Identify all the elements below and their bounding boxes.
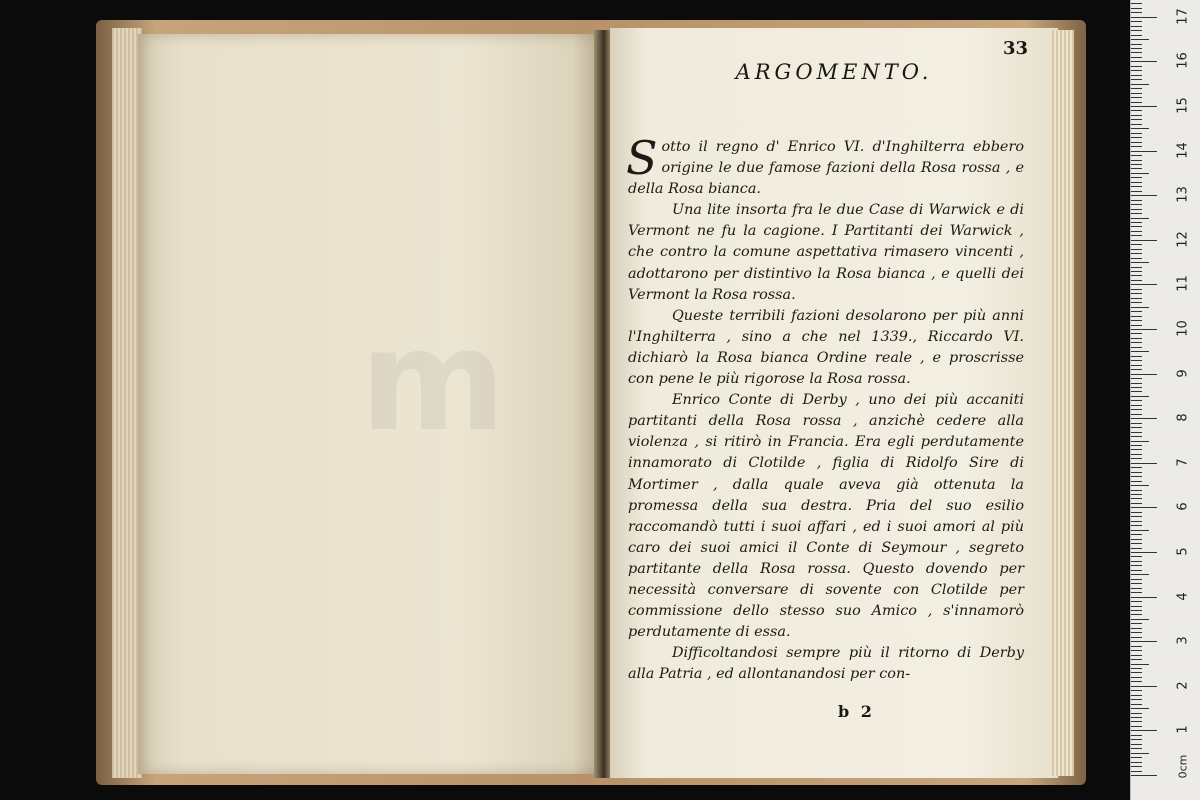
ruler-tick xyxy=(1131,739,1142,740)
ruler-tick xyxy=(1131,186,1142,187)
ruler-tick xyxy=(1131,173,1149,174)
ruler-tick xyxy=(1131,110,1142,111)
ruler-tick xyxy=(1131,561,1142,562)
ruler-number: 8 xyxy=(1175,413,1191,422)
ruler-tick xyxy=(1131,155,1142,156)
ruler-tick xyxy=(1131,66,1142,67)
ruler-tick xyxy=(1131,289,1142,290)
ruler-number: 7 xyxy=(1175,458,1191,467)
paragraph-1: Sotto il regno d' Enrico VI. d'Inghilterra ebbero origine le due famose fazioni della Rosa rossa , e della Rosa bianca. xyxy=(626,131,1024,198)
ruler-tick xyxy=(1131,494,1142,495)
ruler-tick xyxy=(1131,119,1142,120)
ruler-tick xyxy=(1131,311,1142,312)
ruler-tick xyxy=(1131,75,1142,76)
ruler-tick xyxy=(1131,766,1142,767)
ruler-tick xyxy=(1131,534,1142,535)
ruler-tick xyxy=(1131,124,1142,125)
ruler-tick xyxy=(1131,552,1157,553)
ruler-tick xyxy=(1131,191,1142,192)
ruler-tick xyxy=(1131,441,1149,442)
ruler-tick xyxy=(1131,472,1142,473)
ruler-number: 11 xyxy=(1175,275,1191,293)
ruler-tick xyxy=(1131,26,1142,27)
right-page-edges xyxy=(1052,30,1074,776)
ruler-tick xyxy=(1131,628,1142,629)
ruler-tick xyxy=(1131,650,1142,651)
ruler-tick xyxy=(1131,8,1142,9)
ruler-tick xyxy=(1131,503,1142,504)
ruler-tick xyxy=(1131,378,1142,379)
ruler-tick xyxy=(1131,302,1142,303)
ruler-tick xyxy=(1131,338,1142,339)
ruler-tick xyxy=(1131,17,1157,18)
ruler-tick xyxy=(1131,686,1157,687)
ruler-tick xyxy=(1131,730,1157,731)
ruler-tick xyxy=(1131,383,1142,384)
ruler-tick xyxy=(1131,329,1157,330)
ruler-tick xyxy=(1131,204,1142,205)
ruler-tick xyxy=(1131,365,1142,366)
ruler-tick xyxy=(1131,142,1142,143)
ruler-tick xyxy=(1131,61,1157,62)
page-heading: ARGOMENTO. xyxy=(735,60,933,84)
ruler-tick xyxy=(1131,267,1142,268)
ruler-tick xyxy=(1131,347,1142,348)
ruler-tick xyxy=(1131,106,1157,107)
ruler-tick xyxy=(1131,360,1142,361)
ruler-tick xyxy=(1131,52,1142,53)
ruler-tick xyxy=(1131,231,1142,232)
paragraph-3: Queste terribili fazioni desolarono per più anni l'Inghilterra , sino a che nel 1339., Riccardo VI. dichiarò la Rosa bianca Ordine reale , e proscrisse con pene le più rigorose la Rosa rossa. xyxy=(628,307,1024,388)
ruler-tick xyxy=(1131,597,1157,598)
ruler-tick xyxy=(1131,614,1142,615)
paragraph-4: Enrico Conte di Derby , uno dei più accaniti partitanti della Rosa rossa , anzichè cedere alla violenza , si ritirò in Francia. Era egli perdutamente innamorato di Clotilde , figlia di Ridolfo Sire di Mortimer , dalla quale aveva già ottenuta la promessa della sua destra. Pria del suo esilio raccomandò tutti i suoi affari , ed i suoi amori al più caro dei suoi amici il Conte di Seymour , segreto partitante della Rosa rossa. Questo dovendo per necessità conversare di sovente con Clotilde per commissione dello stesso suo Amico , s'innamorò perdutamente di essa. xyxy=(628,392,1024,641)
ruler-tick xyxy=(1131,690,1142,691)
ruler-tick xyxy=(1131,84,1149,85)
ruler-tick xyxy=(1131,369,1142,370)
ruler-tick xyxy=(1131,498,1142,499)
ruler-number: 15 xyxy=(1175,97,1191,114)
ruler-tick xyxy=(1131,39,1149,40)
ruler-tick xyxy=(1131,681,1142,682)
ruler-number: 10 xyxy=(1175,320,1191,337)
ruler-tick xyxy=(1131,753,1149,754)
ruler-tick xyxy=(1131,218,1149,219)
ruler-tick xyxy=(1131,735,1142,736)
ruler-tick xyxy=(1131,97,1142,98)
ruler-tick xyxy=(1131,579,1142,580)
ruler-tick xyxy=(1131,57,1142,58)
ruler-tick xyxy=(1131,160,1142,161)
ruler-tick xyxy=(1131,293,1142,294)
ruler-tick xyxy=(1131,677,1142,678)
ruler-tick xyxy=(1131,325,1142,326)
ruler-tick xyxy=(1131,507,1157,508)
ruler-tick xyxy=(1131,637,1142,638)
ruler-tick xyxy=(1131,445,1142,446)
ruler-tick xyxy=(1131,632,1142,633)
ruler-tick xyxy=(1131,374,1157,375)
ruler-tick xyxy=(1131,606,1142,607)
ruler-tick xyxy=(1131,646,1142,647)
ruler-tick xyxy=(1131,387,1142,388)
ruler-tick xyxy=(1131,543,1142,544)
ruler-tick xyxy=(1131,695,1142,696)
ruler-tick xyxy=(1131,414,1142,415)
ruler-tick xyxy=(1131,235,1142,236)
ruler-tick xyxy=(1131,351,1149,352)
ruler-tick xyxy=(1131,708,1149,709)
ruler-tick xyxy=(1131,454,1142,455)
ruler-number: 5 xyxy=(1175,547,1191,556)
ruler-tick xyxy=(1131,757,1142,758)
ruler-tick xyxy=(1131,342,1142,343)
ruler-number: 9 xyxy=(1175,368,1191,378)
ruler-tick xyxy=(1131,574,1149,575)
ruler-tick xyxy=(1131,592,1142,593)
ruler-tick xyxy=(1131,418,1157,419)
ruler-tick xyxy=(1131,182,1142,183)
ruler-number: 17 xyxy=(1175,8,1191,25)
ruler-tick xyxy=(1131,200,1142,201)
ruler-tick xyxy=(1131,262,1149,263)
drop-cap: S xyxy=(626,131,658,185)
ruler-tick xyxy=(1131,195,1157,196)
ruler-number: 16 xyxy=(1175,52,1191,70)
ruler-tick xyxy=(1131,601,1142,602)
ruler-tick xyxy=(1131,726,1142,727)
ruler-tick xyxy=(1131,284,1157,285)
ruler-tick xyxy=(1131,222,1142,223)
ruler-tick xyxy=(1131,48,1142,49)
ruler-tick xyxy=(1131,623,1142,624)
ruler-tick xyxy=(1131,115,1142,116)
ruler-tick xyxy=(1131,35,1142,36)
signature-mark: b 2 xyxy=(838,702,875,721)
ruler-tick xyxy=(1131,583,1142,584)
ruler-tick xyxy=(1131,21,1142,22)
ruler-tick xyxy=(1131,565,1142,566)
ruler-tick xyxy=(1131,164,1142,165)
ruler-tick xyxy=(1131,619,1149,620)
ruler-number: 13 xyxy=(1175,186,1191,203)
ruler-tick xyxy=(1131,530,1149,531)
ruler-tick xyxy=(1131,449,1142,450)
ruler-number: 6 xyxy=(1175,502,1191,512)
ruler-tick xyxy=(1131,79,1142,80)
ruler-tick xyxy=(1131,467,1142,468)
ruler-number: 3 xyxy=(1175,636,1191,645)
ruler-tick xyxy=(1131,396,1149,397)
ruler-tick xyxy=(1131,721,1142,722)
ruler-tick xyxy=(1131,771,1142,772)
ruler-tick xyxy=(1131,240,1157,241)
ruler-tick xyxy=(1131,427,1142,428)
ruler-tick xyxy=(1131,516,1142,517)
ruler-number: 12 xyxy=(1175,231,1191,248)
ruler-tick xyxy=(1131,44,1142,45)
ruler-tick xyxy=(1131,209,1142,210)
ruler-tick xyxy=(1131,512,1142,513)
ruler-tick xyxy=(1131,102,1142,103)
ruler-tick xyxy=(1131,432,1142,433)
paragraph-2: Una lite insorta fra le due Case di Warwick e di Vermont ne fu la cagione. I Partitanti dei Warwick , che contro la comune aspettativa rimasero vincenti , adottarono per distintivo la Rosa bianca , e quelli dei Vermont la Rosa rossa. xyxy=(628,202,1024,303)
ruler-tick xyxy=(1131,717,1142,718)
ruler-tick xyxy=(1131,570,1142,571)
ruler-tick xyxy=(1131,463,1157,464)
ruler-tick xyxy=(1131,226,1142,227)
ruler-tick xyxy=(1131,436,1142,437)
ruler-tick xyxy=(1131,423,1142,424)
ruler-tick xyxy=(1131,271,1142,272)
ruler-number: 4 xyxy=(1175,591,1191,601)
ruler-tick xyxy=(1131,762,1142,763)
ruler-tick xyxy=(1131,521,1142,522)
ruler-tick xyxy=(1131,249,1142,250)
ruler-tick xyxy=(1131,213,1142,214)
ruler-tick xyxy=(1131,668,1142,669)
ruler-tick xyxy=(1131,641,1157,642)
ruler-tick xyxy=(1131,610,1142,611)
ruler-tick xyxy=(1131,146,1142,147)
ruler-tick xyxy=(1131,744,1142,745)
ruler-tick xyxy=(1131,490,1142,491)
ruler-number: 2 xyxy=(1175,681,1191,690)
ruler-tick xyxy=(1131,12,1142,13)
ruler-tick xyxy=(1131,539,1142,540)
ruler-tick xyxy=(1131,699,1142,700)
museum-watermark: m xyxy=(360,300,506,463)
ruler-tick xyxy=(1131,391,1142,392)
ruler-tick xyxy=(1131,713,1142,714)
ruler-tick xyxy=(1131,307,1149,308)
ruler-tick xyxy=(1131,244,1142,245)
ruler-tick xyxy=(1131,280,1142,281)
ruler-tick xyxy=(1131,275,1142,276)
ruler-tick xyxy=(1131,356,1142,357)
ruler-tick xyxy=(1131,655,1142,656)
ruler-tick xyxy=(1131,316,1142,317)
ruler-tick xyxy=(1131,481,1142,482)
ruler-tick xyxy=(1131,93,1142,94)
ruler-number: 1 xyxy=(1175,725,1191,735)
ruler-tick xyxy=(1131,659,1142,660)
ruler-tick xyxy=(1131,775,1157,776)
ruler-number: 14 xyxy=(1175,141,1191,159)
ruler-tick xyxy=(1131,525,1142,526)
ruler-tick xyxy=(1131,485,1149,486)
ruler-tick xyxy=(1131,320,1142,321)
ruler-tick xyxy=(1131,253,1142,254)
ruler-tick xyxy=(1131,748,1142,749)
ruler-tick xyxy=(1131,400,1142,401)
ruler-tick xyxy=(1131,476,1142,477)
ruler-tick xyxy=(1131,70,1142,71)
ruler-tick xyxy=(1131,128,1149,129)
ruler-tick xyxy=(1131,458,1142,459)
ruler-tick xyxy=(1131,672,1142,673)
ruler-tick xyxy=(1131,588,1142,589)
ruler-tick xyxy=(1131,88,1142,89)
ruler-tick xyxy=(1131,405,1142,406)
ruler-tick xyxy=(1131,137,1142,138)
ruler-tick xyxy=(1131,177,1142,178)
ruler-tick xyxy=(1131,333,1142,334)
body-text xyxy=(626,131,1024,685)
ruler-tick xyxy=(1131,133,1142,134)
ruler-tick xyxy=(1131,258,1142,259)
ruler-tick xyxy=(1131,409,1142,410)
measuring-ruler xyxy=(1130,0,1200,800)
ruler-tick xyxy=(1131,704,1142,705)
ruler-tick xyxy=(1131,151,1157,152)
ruler-tick xyxy=(1131,168,1142,169)
page-number: 33 xyxy=(1003,38,1029,59)
ruler-unit: 0cm xyxy=(1176,754,1190,779)
ruler-tick xyxy=(1131,548,1142,549)
ruler-tick xyxy=(1131,3,1142,4)
ruler-tick xyxy=(1131,556,1142,557)
ruler-tick xyxy=(1131,298,1142,299)
ruler-tick xyxy=(1131,30,1142,31)
paragraph-5: Difficoltandosi sempre più il ritorno di Derby alla Patria , ed allontanandosi per con- xyxy=(628,645,1024,683)
ruler-tick xyxy=(1131,664,1149,665)
